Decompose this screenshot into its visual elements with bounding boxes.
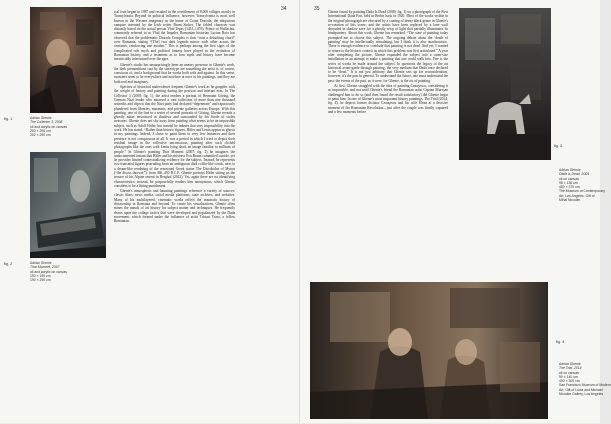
caption-line: The Museum of Contemporary — [559, 189, 605, 194]
fig-2-label: fig. 2 — [4, 262, 13, 266]
fig-1-label: fig. 1 — [4, 117, 13, 121]
fig-4-photo — [310, 282, 548, 419]
fig-4-caption — [559, 362, 611, 397]
left-page — [0, 0, 300, 423]
caption-line: San Francisco Museum of Modern — [559, 383, 611, 388]
fig-3-photo — [459, 8, 551, 160]
caption-line: Adrian Ghenie — [559, 168, 581, 172]
caption-line: 190 × 290 cm — [30, 278, 51, 283]
caption-line: 202 × 290 cm — [30, 133, 51, 138]
caption-line: oil on canvas — [559, 370, 579, 375]
caption-line: oil on canvas — [559, 176, 579, 181]
caption-line: 190 × 190 cm — [30, 273, 51, 278]
caption-title: The Collector 3, 2008 — [30, 120, 63, 125]
caption-title: Thar Moment, 2007 — [30, 265, 60, 270]
caption-line: oil and acrylic on canvas — [30, 269, 67, 274]
left-paragraph: Ghenie's studio has unsurprisingly been an uneasy presence in Ghenie's work, the dark premonitions cast by the stereotype are something the artist is, of course, conscious of, and a background that he works both with and against. In this sense, monsters seem to be everywhere and nowhere at once in his paintings, and they are both real and imaginary. — [114, 62, 235, 84]
caption-line: Art, Gift of Lucia and Michael — [559, 387, 603, 392]
caption-line: 400 × 300 cm — [559, 379, 580, 384]
right-paragraph: Ghenie found by painting Dada Is Dead (2009; fig. 3) on a photograph of the First International Dada Fair, held in Berlin back in 1920. Most of the works visible in the original photograph are obscured by a coating of dense black grime in Ghenie's re-creation of this scene, and the artists have been replaced by a lone wolf shrouded in shadow save for a ghostly wisp of light that partially illuminates its hindquarters. About this work, Ghenie has remarked, “The state of painting today prompted me to choose this subject. The ongoing debate about the ‘death of painting’ may be intellectually stimulating, but I think it is also anachronistic. There is enough evidence to conclude that painting is not dead. And yet, I wanted to return to the historic context in which this problem was first articulated.” A year after completing the picture, Ghenie expanded the subject into a room-size installation in an attempt to make a painting that one could walk into. Fire is the series of works he made around the subject. In questions the legacy of the art historical avant-garde through painting, the very medium that Dada once declared to be “dead.” It is not just arbitrary that Ghenie sets up for reconsideration, however, it's the past in general. To understand the future, one must understand the past; the events of the past, as it were, for Ghenie, is the act of painting. — [328, 10, 448, 83]
caption-line: 98 × 136 cm — [559, 180, 578, 185]
fig-1-caption — [30, 116, 110, 137]
left-paragraph: Ghenie's atmospheric and haunting paintings reference a variety of sources: classic films, news media, social media platforms, state archives, and websites. Many of his multilayered, cinematic works reflect the traumatic history of dictatorship in Romania and beyond. To create his visualizations, Ghenie often mines the annals of art history for subject matter and techniques. He frequently draws upon the collage tactics that were developed and popularized by the Dada movement, which formed under the influence of artist Tristan Tzara, a fellow Romanian. — [114, 189, 235, 224]
caption-line: 200 × 290 cm — [30, 128, 51, 133]
right-paragraph: At first, Ghenie struggled with the idea of painting Ceauşescu, considering it as impossible, and not until Ghenie's friend the Romanian artist Ciprian Mureşan challenged him to do so (and then found the result satisfactory) did Ghenie begin to paint him. In one of Ghenie's most important history paintings, The Trial (2014; fig. 4), he depicts former dictator Ceauşescu and his wife Elena at a decisive moment of the Romanian Revolution—just after the couple was finally captured and a few moments before — [328, 84, 448, 114]
fig-2-caption — [30, 261, 110, 282]
fig-1-photo — [30, 7, 102, 113]
left-page-number: 34 — [281, 6, 287, 12]
left-paragraph: ical fruit began in 1987 and resulted in the resettlement of 8,000 villages mostly in Transylvania. Beyond its political influence, however, Transylvania is most well known in the Western imaginary as the home of Count Dracula, the ubiquitous vampire invented by the Irish writer Bram Stoker. The fabled character was distantly based on the actual person Vlad Tepes (1431–1476), Prince of Wallachia, commonly referred to as Vlad the Impaler. Romanian historian Lucian Boia has observed that the problematic Dracula Complex is thus “coin a disturbing chord” over Romania, stating “[The] two dark legends mirror each other across the centuries, reinforcing one another.” This is perhaps among the first signs of the complicated role myth and political fantasy have played in the evolution of Romanian history, and a testament as to how myth and history have become inextricably intertwined over the ages. — [114, 10, 235, 62]
caption-line: Nicodim Gallery, Los Angeles — [559, 392, 604, 397]
caption-line: oil and acrylic on canvas — [30, 124, 67, 129]
caption-line: Adrian Ghenie — [30, 261, 52, 265]
caption-line: Art, Los Angeles. Gift of — [559, 193, 595, 198]
right-page-number: 35 — [314, 6, 320, 12]
caption-title: Dada is Dead, 2009 — [559, 172, 589, 177]
caption-line: Mihai Nicodim — [559, 198, 581, 203]
caption-line: 450 × 370 cm — [559, 185, 580, 190]
left-body-column — [114, 10, 235, 420]
caption-line: 90 × 140 cm — [559, 374, 578, 379]
left-paragraph: Spectres of historical malevolence frequent Ghenie's work as he grapples with the weight of history and painting during the postwar and internet eras. In The Collector 3 (2008; fig. 1), the artist renders a portrait of Hermann Göring, the German Nazi leader who amassed a vast collection of more than one thousand artworks and objects that the Nazi party had declared “degenerate” and rapaciously plundered from libraries, museums, and private galleries across Europe. With this painting, one of the first in a series of several portraits of Göring, Ghenie reveals a ghostly miser ensconced in shadows and surrounded by his horde of stolen treasures. Ghenie does not shy away from painting what seems to be an impossible subject, such as Adolf Hitler, but instead he imbues that very impossibility into the work. He has stated, “Rather than historic figures, Hitler and Lenin appear as ghosts in my paintings. Indeed, I chose to paint them to very few instances and their presence is not conspicuous at all. It was a period in which I tried to depict their residual image in the collective unconscious, painting after such clichéd photographs like the ones with Lenin lying dead, an image familiar to millions of people.” In Ghenie's painting Thar Moment (2007; fig. 2) he imagines the undocumented instant that Hitler and his mistress Eva Braun committed suicide, yet he provides limited contextualizing evidence for the subject. Instead, he represents two truncated figures protruding from an ambiguous dark coffin-like couch, next to a dream-like rendering of the renowned Greek statue The Discobolus of Myron (“the discus thrower”), from 460–450 B.C.E. Ghenie portrays Hitler sitting on the terrace of his Alpine retreat in Berghof (2012). Yet, again there are no identifying characteristics; instead, he purposefully renders him anonymous, which Ghenie considers to be a fitting punishment. — [114, 85, 235, 188]
right-page — [300, 0, 611, 423]
caption-title: The Trial, 2014 — [559, 366, 582, 371]
fig-4-label: fig. 4 — [556, 340, 565, 344]
fig-3-label: fig. 3 — [554, 144, 563, 148]
fig-3-caption — [559, 168, 605, 203]
caption-line: Adrian Ghenie — [30, 116, 52, 120]
caption-line: Adrian Ghenie — [559, 362, 581, 366]
fig-2-photo — [30, 152, 106, 258]
